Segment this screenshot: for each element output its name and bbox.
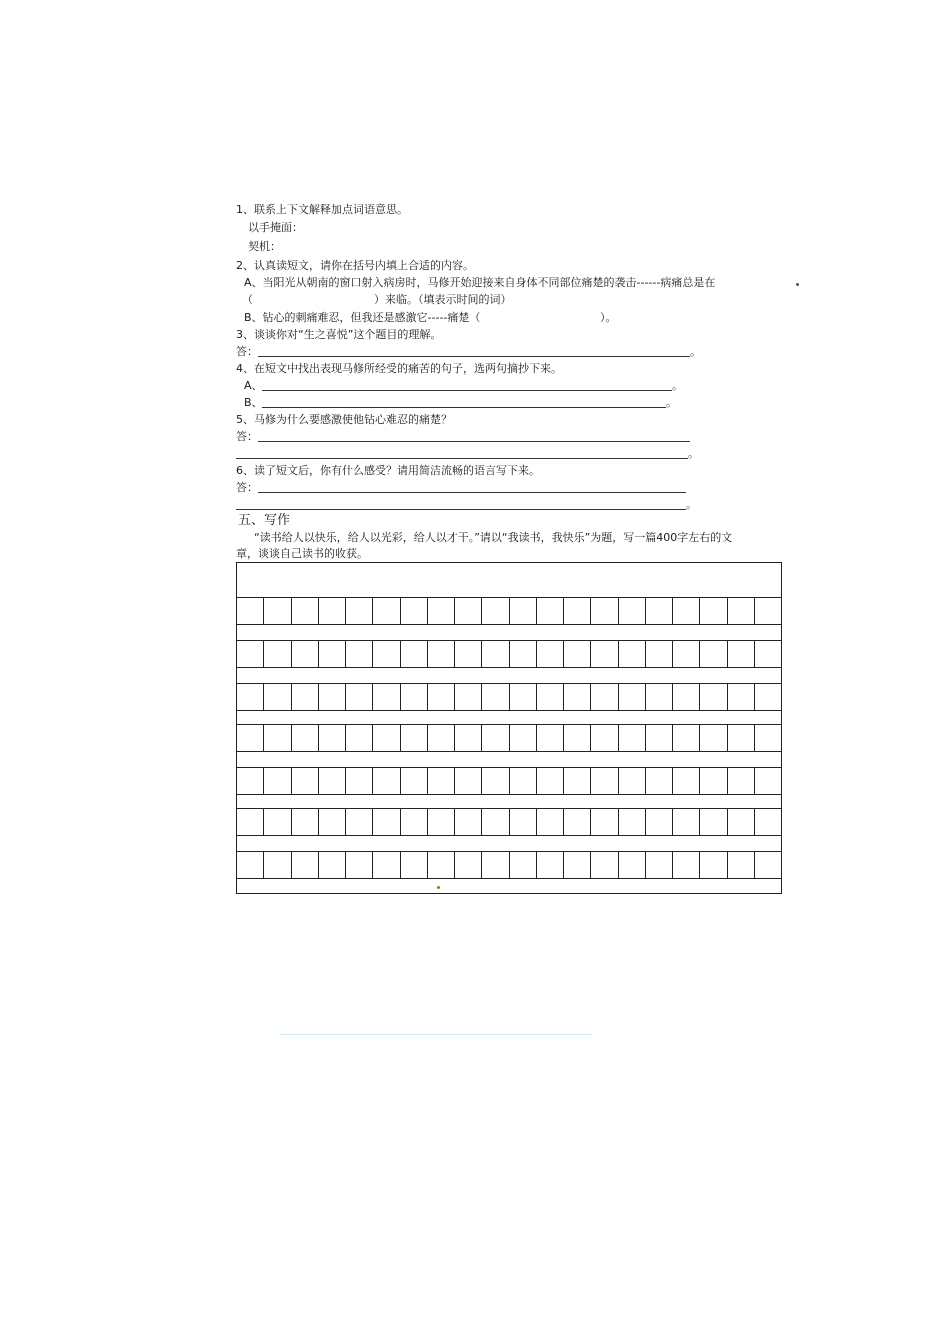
- grid-cell[interactable]: [755, 598, 781, 624]
- scan-line: [280, 1034, 592, 1035]
- scan-speck: [437, 886, 440, 889]
- grid-cell[interactable]: [564, 684, 591, 710]
- grid-cell[interactable]: [591, 768, 618, 794]
- grid-row[interactable]: [237, 640, 781, 668]
- q3-answer-label: 答：: [236, 345, 258, 358]
- grid-cell[interactable]: [455, 852, 482, 878]
- grid-cell[interactable]: [646, 809, 673, 835]
- grid-cell[interactable]: [237, 641, 264, 667]
- grid-cell[interactable]: [237, 725, 264, 751]
- grid-cell[interactable]: [646, 684, 673, 710]
- grid-cell[interactable]: [755, 641, 781, 667]
- grid-cell[interactable]: [292, 725, 319, 751]
- grid-cell[interactable]: [673, 598, 700, 624]
- grid-cell[interactable]: [401, 725, 428, 751]
- grid-cell[interactable]: [700, 598, 727, 624]
- q6-answer-label: 答：: [236, 481, 258, 494]
- writing-prompt-line2: 章，谈谈自己读书的收获。: [236, 547, 368, 560]
- grid-cell[interactable]: [564, 598, 591, 624]
- grid-cell[interactable]: [755, 725, 781, 751]
- grid-cell[interactable]: [346, 598, 373, 624]
- grid-cell[interactable]: [646, 768, 673, 794]
- grid-cell[interactable]: [564, 809, 591, 835]
- grid-cell[interactable]: [401, 641, 428, 667]
- grid-cell[interactable]: [237, 684, 264, 710]
- grid-cell[interactable]: [700, 641, 727, 667]
- q2-a-line1: A、当阳光从朝南的窗口射入病房时，马修开始迎接来自身体不同部位痛楚的袭击------病痛总是在: [244, 276, 716, 289]
- grid-cell[interactable]: [455, 598, 482, 624]
- grid-cell[interactable]: [728, 852, 755, 878]
- grid-cell[interactable]: [319, 598, 346, 624]
- q4-text: 4、在短文中找出表现马修所经受的痛苦的句子，选两句摘抄下来。: [236, 362, 562, 375]
- grid-cell[interactable]: [264, 852, 291, 878]
- q4-b-label: B、: [244, 396, 263, 409]
- grid-cell[interactable]: [510, 725, 537, 751]
- grid-cell[interactable]: [482, 768, 509, 794]
- grid-cell[interactable]: [591, 684, 618, 710]
- grid-cell[interactable]: [482, 725, 509, 751]
- grid-row[interactable]: [237, 851, 781, 879]
- q6-answer-line-1[interactable]: [258, 492, 686, 493]
- grid-cell[interactable]: [755, 684, 781, 710]
- grid-cell[interactable]: [401, 598, 428, 624]
- grid-cell[interactable]: [591, 725, 618, 751]
- grid-cell[interactable]: [537, 598, 564, 624]
- grid-cell[interactable]: [700, 768, 727, 794]
- grid-cell[interactable]: [346, 725, 373, 751]
- grid-cell[interactable]: [237, 809, 264, 835]
- grid-cell[interactable]: [619, 852, 646, 878]
- q2-b-close: ）。: [600, 311, 617, 324]
- grid-cell[interactable]: [346, 809, 373, 835]
- q4-a-end: 。: [672, 379, 683, 392]
- grid-cell[interactable]: [537, 725, 564, 751]
- q5-end: 。: [688, 447, 699, 460]
- grid-cell[interactable]: [292, 598, 319, 624]
- grid-cell[interactable]: [591, 598, 618, 624]
- grid-cell[interactable]: [455, 768, 482, 794]
- grid-cell[interactable]: [700, 809, 727, 835]
- grid-cell[interactable]: [619, 598, 646, 624]
- grid-cell[interactable]: [510, 852, 537, 878]
- grid-cell[interactable]: [401, 809, 428, 835]
- grid-cell[interactable]: [292, 809, 319, 835]
- grid-cell[interactable]: [728, 725, 755, 751]
- grid-cell[interactable]: [510, 598, 537, 624]
- composition-grid[interactable]: [236, 562, 782, 894]
- grid-cell[interactable]: [373, 725, 400, 751]
- grid-cell[interactable]: [319, 852, 346, 878]
- grid-cell[interactable]: [373, 641, 400, 667]
- q1-term1: 以手掩面：: [248, 221, 303, 234]
- grid-cell[interactable]: [591, 809, 618, 835]
- q3-end: 。: [690, 345, 701, 358]
- q1-term2: 契机：: [248, 240, 281, 253]
- grid-cell[interactable]: [564, 852, 591, 878]
- grid-cell[interactable]: [373, 809, 400, 835]
- grid-cell[interactable]: [319, 725, 346, 751]
- q6-text: 6、读了短文后，你有什么感受？请用简洁流畅的语言写下来。: [236, 464, 540, 477]
- grid-cell[interactable]: [673, 852, 700, 878]
- grid-cell[interactable]: [510, 641, 537, 667]
- grid-cell[interactable]: [564, 641, 591, 667]
- grid-cell[interactable]: [428, 684, 455, 710]
- grid-cell[interactable]: [564, 725, 591, 751]
- grid-cell[interactable]: [728, 768, 755, 794]
- grid-cell[interactable]: [346, 684, 373, 710]
- q3-answer-line[interactable]: [258, 356, 690, 357]
- grid-cell[interactable]: [673, 809, 700, 835]
- grid-cell[interactable]: [292, 684, 319, 710]
- grid-cell[interactable]: [728, 809, 755, 835]
- q2-text: 2、认真读短文，请你在括号内填上合适的内容。: [236, 259, 474, 272]
- grid-cell[interactable]: [319, 809, 346, 835]
- scan-speck: [796, 283, 799, 286]
- grid-cell[interactable]: [319, 684, 346, 710]
- grid-cell[interactable]: [482, 852, 509, 878]
- grid-cell[interactable]: [482, 809, 509, 835]
- q5-answer-line-2[interactable]: [236, 458, 688, 459]
- writing-prompt-line1: “读书给人以快乐，给人以光彩，给人以才干。”请以“我读书，我快乐”为题，写一篇400字左右的文: [254, 531, 733, 544]
- q4-a-answer-line[interactable]: [262, 390, 672, 391]
- grid-cell[interactable]: [373, 598, 400, 624]
- grid-cell[interactable]: [346, 768, 373, 794]
- grid-cell[interactable]: [591, 852, 618, 878]
- grid-cell[interactable]: [373, 768, 400, 794]
- q4-a-label: A、: [244, 379, 263, 392]
- grid-cell[interactable]: [619, 809, 646, 835]
- grid-cell[interactable]: [237, 768, 264, 794]
- grid-cell[interactable]: [455, 725, 482, 751]
- grid-cell[interactable]: [264, 725, 291, 751]
- grid-cell[interactable]: [428, 641, 455, 667]
- grid-cell[interactable]: [373, 852, 400, 878]
- grid-cell[interactable]: [482, 684, 509, 710]
- grid-cell[interactable]: [428, 852, 455, 878]
- grid-cell[interactable]: [728, 641, 755, 667]
- grid-cell[interactable]: [673, 641, 700, 667]
- grid-row[interactable]: [237, 724, 781, 752]
- grid-cell[interactable]: [373, 684, 400, 710]
- q6-answer-line-2[interactable]: [236, 509, 686, 510]
- q4-b-answer-line[interactable]: [262, 407, 666, 408]
- grid-cell[interactable]: [537, 641, 564, 667]
- grid-cell[interactable]: [292, 768, 319, 794]
- grid-cell[interactable]: [455, 684, 482, 710]
- grid-cell[interactable]: [591, 641, 618, 667]
- grid-cell[interactable]: [755, 852, 781, 878]
- grid-cell[interactable]: [346, 852, 373, 878]
- grid-cell[interactable]: [455, 809, 482, 835]
- grid-cell[interactable]: [755, 809, 781, 835]
- grid-cell[interactable]: [537, 852, 564, 878]
- grid-cell[interactable]: [237, 598, 264, 624]
- grid-cell[interactable]: [537, 768, 564, 794]
- q3-text: 3、谈谈你对“生之喜悦”这个题目的理解。: [236, 328, 442, 341]
- grid-cell[interactable]: [619, 725, 646, 751]
- grid-cell[interactable]: [700, 725, 727, 751]
- grid-cell[interactable]: [264, 641, 291, 667]
- grid-cell[interactable]: [564, 768, 591, 794]
- q1-text: 1、联系上下文解释加点词语意思。: [236, 203, 408, 216]
- grid-cell[interactable]: [673, 725, 700, 751]
- grid-cell[interactable]: [700, 852, 727, 878]
- grid-cell[interactable]: [537, 684, 564, 710]
- grid-cell[interactable]: [646, 641, 673, 667]
- grid-cell[interactable]: [728, 598, 755, 624]
- grid-cell[interactable]: [510, 809, 537, 835]
- grid-cell[interactable]: [264, 768, 291, 794]
- q5-answer-label: 答：: [236, 430, 258, 443]
- grid-cell[interactable]: [237, 852, 264, 878]
- grid-cell[interactable]: [292, 641, 319, 667]
- grid-cell[interactable]: [264, 684, 291, 710]
- grid-cell[interactable]: [401, 684, 428, 710]
- writing-heading: 五、写作: [238, 513, 291, 528]
- grid-row[interactable]: [237, 808, 781, 836]
- grid-row[interactable]: [237, 597, 781, 625]
- q2-b-line: B、钻心的刺痛难忍，但我还是感激它-----痛楚（: [244, 311, 481, 324]
- q5-answer-line-1[interactable]: [258, 441, 690, 442]
- grid-cell[interactable]: [673, 684, 700, 710]
- grid-cell[interactable]: [646, 598, 673, 624]
- grid-cell[interactable]: [673, 768, 700, 794]
- grid-cell[interactable]: [700, 684, 727, 710]
- q2-a-close: ）来临。（填表示时间的词）: [374, 293, 512, 306]
- q6-end: 。: [686, 498, 697, 511]
- grid-cell[interactable]: [401, 768, 428, 794]
- grid-cell[interactable]: [646, 725, 673, 751]
- grid-cell[interactable]: [428, 809, 455, 835]
- grid-cell[interactable]: [264, 598, 291, 624]
- grid-cell[interactable]: [510, 768, 537, 794]
- grid-cell[interactable]: [482, 598, 509, 624]
- grid-cell[interactable]: [455, 641, 482, 667]
- grid-cell[interactable]: [510, 684, 537, 710]
- grid-cell[interactable]: [537, 809, 564, 835]
- grid-cell[interactable]: [755, 768, 781, 794]
- grid-cell[interactable]: [346, 641, 373, 667]
- grid-cell[interactable]: [728, 684, 755, 710]
- grid-cell[interactable]: [619, 641, 646, 667]
- grid-cell[interactable]: [292, 852, 319, 878]
- q2-a-open: （: [242, 293, 253, 306]
- grid-row[interactable]: [237, 683, 781, 711]
- grid-row[interactable]: [237, 767, 781, 795]
- grid-cell[interactable]: [401, 852, 428, 878]
- grid-cell[interactable]: [264, 809, 291, 835]
- grid-cell[interactable]: [428, 768, 455, 794]
- grid-cell[interactable]: [428, 725, 455, 751]
- grid-cell[interactable]: [319, 641, 346, 667]
- grid-cell[interactable]: [319, 768, 346, 794]
- grid-cell[interactable]: [428, 598, 455, 624]
- grid-cell[interactable]: [619, 684, 646, 710]
- grid-cell[interactable]: [482, 641, 509, 667]
- q4-b-end: 。: [666, 396, 677, 409]
- grid-cell[interactable]: [619, 768, 646, 794]
- q5-text: 5、马修为什么要感激使他钻心难忍的痛楚？: [236, 413, 452, 426]
- grid-cell[interactable]: [646, 852, 673, 878]
